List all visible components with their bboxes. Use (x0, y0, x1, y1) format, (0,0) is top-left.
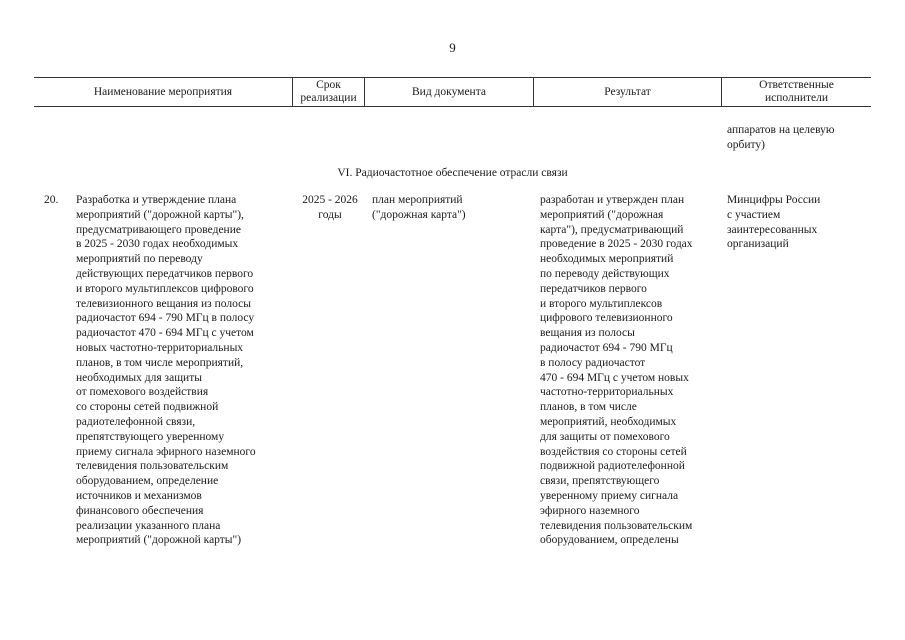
header-col-name (34, 78, 292, 106)
row-term: 2025 - 2026 годы (302, 194, 358, 221)
row-name: Разработка и утверждение плана мероприятий ("дорожной карты"), предусматривающего проведение в 2025 - 2030 годах необходимых мероприятий по переводу действующих передатчиков первого и второго мультиплексов цифрового телевизионного вещания из полосы радиочастот 694 - 790 МГц в полосу радиочастот 470 - 694 МГц с учетом новых частотно-территориальных планов, в том числе мероприятий, необходимых для защиты от помехового воздействия со стороны сетей подвижной радиотелефонной связи, препятствующего уверенному приему сигнала эфирного наземного телевидения пользовательским оборудованием, определение источников и механизмов финансового обеспечения реализации указанного плана мероприятий ("дорожной карты") (76, 194, 256, 547)
header-col-result (534, 78, 721, 106)
header-col-name-label: Наименование мероприятия (93, 85, 233, 98)
row-result: разработан и утвержден план мероприятий ("дорожная карта"), предусматривающий проведение в 2025 - 2030 годах необходимых мероприятий по переводу действующих передатчиков первого и второго мультиплексов цифрового телевизионного вещания из полосы радиочастот 694 - 790 МГц в полосу радиочастот 470 - 694 МГц с учетом новых частотно-территориальных планов, в том числе мероприятий, необходимых для защиты от помехового воздействия со стороны сетей подвижной радиотелефонной связи, препятствующего уверенному приему сигнала эфирного наземного телевидения пользовательским оборудованием, определены (540, 194, 693, 547)
row-responsible: Минцифры России с участием заинтересованных организаций (727, 194, 821, 251)
page-number: 9 (449, 40, 456, 55)
header-col-responsible-label: Ответственные исполнители (759, 79, 834, 104)
header-col-result-label: Результат (604, 85, 651, 98)
header-col-term (293, 78, 364, 106)
row-number: 20. (44, 194, 59, 206)
section-title: VI. Радиочастотное обеспечение отрасли связи (337, 167, 568, 179)
header-col-responsible (722, 78, 871, 106)
header-col-doc-type (365, 78, 533, 106)
header-bottom-rule (34, 106, 871, 107)
continuation-text: аппаратов на целевую орбиту) (727, 124, 835, 151)
row-doc-type: план мероприятий ("дорожная карта") (372, 194, 466, 221)
header-col-term-label: Срок реализации (300, 79, 357, 104)
header-col-doc-type-label: Вид документа (412, 85, 486, 98)
